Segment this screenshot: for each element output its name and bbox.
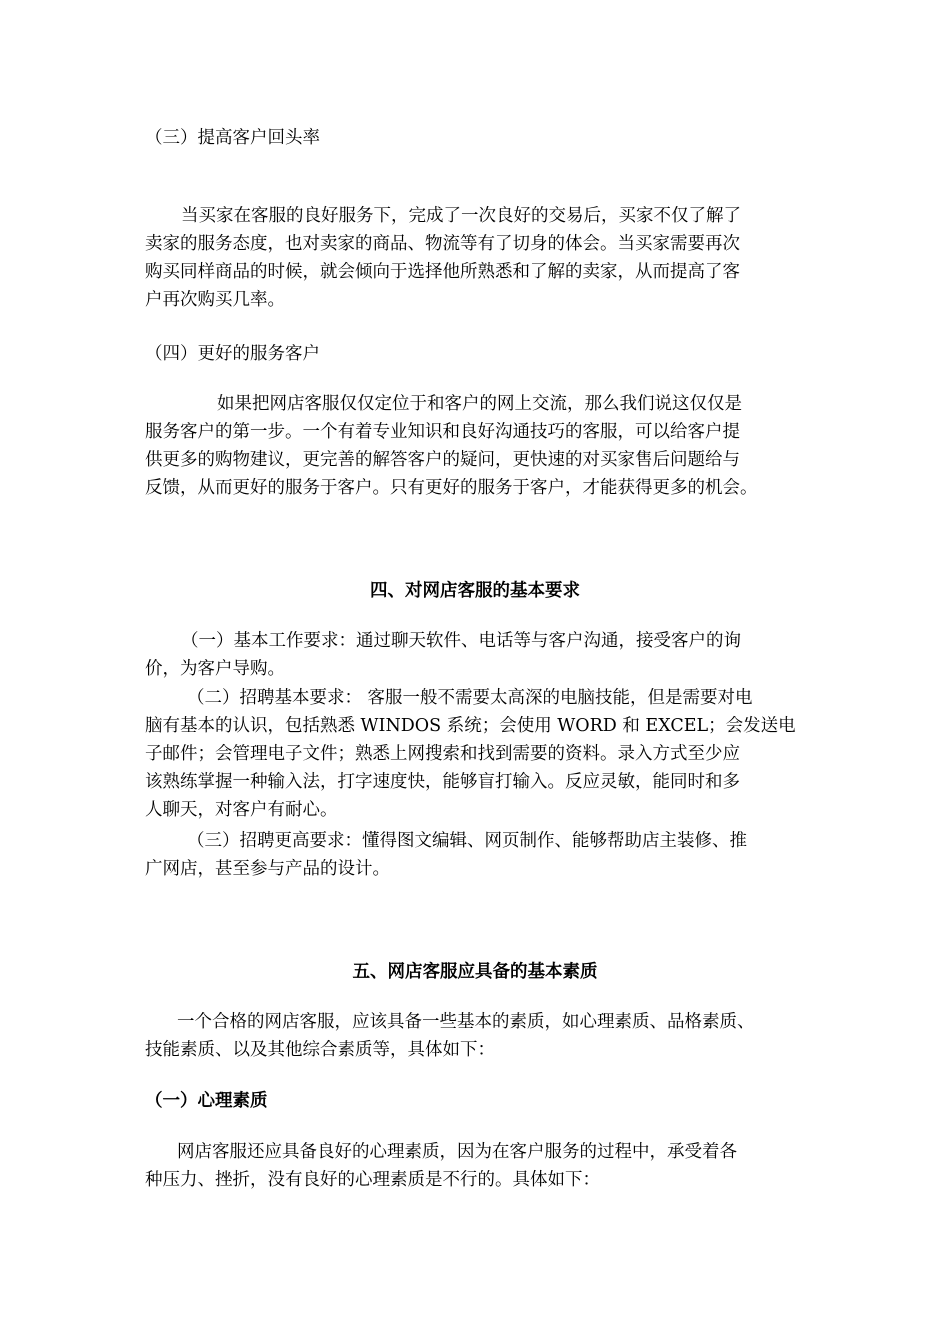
section-title-5	[0, 958, 950, 986]
paragraph-line: 反馈，从而更好的服务于客户。只有更好的服务于客户，才能获得更多的机会。	[145, 478, 758, 498]
requirement-recruit-advanced	[145, 827, 810, 883]
paragraph-line: 人聊天，对客户有耐心。	[145, 800, 338, 820]
paragraph-line: 价，为客户导购。	[145, 659, 285, 679]
paragraph-line: 网店客服还应具备良好的心理素质，因为在客户服务的过程中，承受着各	[177, 1142, 737, 1162]
paragraph-line: 广网店，甚至参与产品的设计。	[145, 859, 390, 879]
title-text: 五、网店客服应具备的基本素质	[352, 962, 598, 982]
paragraph-line: 户再次购买几率。	[145, 290, 285, 310]
section-title-4	[0, 577, 950, 605]
paragraph-better-service	[145, 390, 810, 502]
title-text: 四、对网店客服的基本要求	[370, 581, 580, 601]
paragraph-line: （一）基本工作要求：通过聊天软件、电话等与客户沟通，接受客户的询	[181, 631, 741, 651]
paragraph-line: 当买家在客服的良好服务下，完成了一次良好的交易后，买家不仅了解了	[181, 206, 741, 226]
requirement-recruit-basic	[145, 684, 810, 824]
paragraph-line: 一个合格的网店客服，应该具备一些基本的素质，如心理素质、品格素质、	[177, 1012, 755, 1032]
paragraph-line: 技能素质、以及其他综合素质等，具体如下：	[145, 1040, 495, 1060]
paragraph-qualities-intro	[145, 1008, 810, 1064]
paragraph-line: 卖家的服务态度，也对卖家的商品、物流等有了切身的体会。当买家需要再次	[145, 234, 740, 254]
section-heading-3-4	[145, 340, 810, 368]
paragraph-line: 子邮件；会管理电子文件；熟悉上网搜索和找到需要的资料。录入方式至少应	[145, 744, 740, 764]
paragraph-line: 种压力、挫折，没有良好的心理素质是不行的。具体如下：	[145, 1170, 600, 1190]
paragraph-line: （二）招聘基本要求： 客服一般不需要太高深的电脑技能，但是需要对电	[187, 688, 753, 708]
paragraph-line: （三）招聘更高要求：懂得图文编辑、网页制作、能够帮助店主装修、推	[187, 831, 747, 851]
paragraph-line: 服务客户的第一步。一个有着专业知识和良好沟通技巧的客服，可以给客户提	[145, 422, 740, 442]
section-heading-3-3	[145, 124, 810, 152]
paragraph-return-rate	[145, 202, 810, 314]
paragraph-psychology	[145, 1138, 810, 1194]
requirement-basic-work	[145, 627, 810, 683]
paragraph-line: 购买同样商品的时候，就会倾向于选择他所熟悉和了解的卖家，从而提高了客	[145, 262, 740, 282]
paragraph-line: 如果把网店客服仅仅定位于和客户的网上交流，那么我们说这仅仅是	[217, 394, 742, 414]
paragraph-line: 供更多的购物建议，更完善的解答客户的疑问，更快速的对买家售后问题给与	[145, 450, 740, 470]
paragraph-line: 脑有基本的认识，包括熟悉 WINDOS 系统；会使用 WORD 和 EXCEL；会发送电	[145, 716, 796, 736]
heading-text: （一）心理素质	[145, 1091, 268, 1111]
heading-text: （四）更好的服务客户	[145, 344, 320, 364]
heading-text: （三）提高客户回头率	[145, 128, 320, 148]
subsection-heading-psychology	[145, 1087, 810, 1115]
paragraph-line: 该熟练掌握一种输入法，打字速度快，能够盲打输入。反应灵敏，能同时和多	[145, 772, 740, 792]
